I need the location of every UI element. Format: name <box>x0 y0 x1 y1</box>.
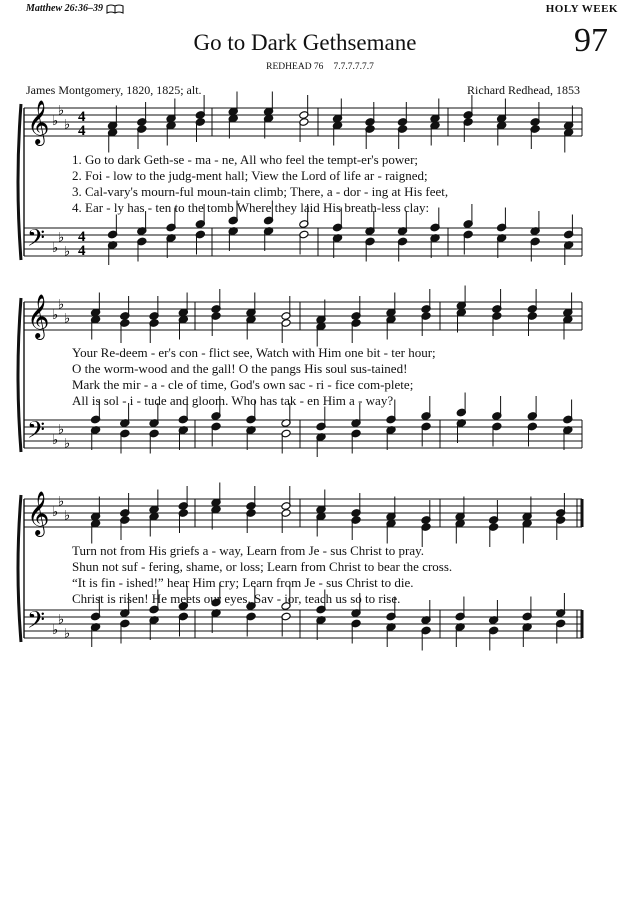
flat-sign: ♭ <box>58 494 65 510</box>
lyric-line: Christ is risen! He meets our eyes. Sav - ior, teach us so to rise. <box>72 591 401 606</box>
flat-sign: ♭ <box>52 623 59 638</box>
lyric-line: 2. Foi - low to the judg-ment hall; View the Lord of life ar - raigned; <box>72 168 428 183</box>
flat-sign: ♭ <box>58 612 65 628</box>
flat-sign: ♭ <box>64 117 71 133</box>
flat-sign: ♭ <box>52 308 59 323</box>
flat-sign: ♭ <box>64 508 71 524</box>
flat-sign: ♭ <box>64 244 71 260</box>
lyric-line: Shun not suf - fering, shame, or loss; Learn from Christ to bear the cross. <box>72 559 453 574</box>
system-brace <box>18 104 21 260</box>
lyric-line: Your Re-deem - er's con - flict see, Watch with Him one bit - ter hour; <box>72 345 436 360</box>
flat-sign: ♭ <box>58 230 65 246</box>
bass-clef: 𝄢 <box>27 416 46 449</box>
lyric-line: O the worm-wood and the gall! O the pangs His soul sus-tained! <box>72 361 408 376</box>
flat-sign: ♭ <box>52 505 59 520</box>
flat-sign: ♭ <box>58 297 65 313</box>
tune-name: REDHEAD 76 <box>266 62 324 72</box>
flat-sign: ♭ <box>58 422 65 438</box>
flat-sign: ♭ <box>52 241 59 256</box>
lyric-line: Mark the mir - a - cle of time, God's own sac - ri - fice com-plete; <box>72 377 414 392</box>
flat-sign: ♭ <box>64 436 71 452</box>
hymn-title: Go to Dark Gethsemane <box>193 30 417 55</box>
lyric-line: “It is fin - ished!” hear Him cry; Learn from Je - sus Christ to die. <box>72 575 414 590</box>
lyric-line: Turn not from His griefs a - way, Learn from Je - sus Christ to pray. <box>72 543 425 558</box>
system-brace <box>18 495 21 642</box>
scripture-reference: Matthew 26:36–39 <box>26 3 124 14</box>
time-signature: 4 <box>78 109 86 125</box>
lyric-line: 4. Ear - ly has - ten to the tomb Where they laid His breath-less clay: <box>72 200 430 215</box>
flat-sign: ♭ <box>64 626 71 642</box>
time-signature: 4 <box>78 229 86 245</box>
music-composer: Richard Redhead, 1853 <box>467 83 580 97</box>
flat-sign: ♭ <box>52 433 59 448</box>
lyric-line: 1. Go to dark Geth-se - ma - ne, All who feel the tempt-er's power; <box>72 152 419 167</box>
text-author: James Montgomery, 1820, 1825; alt. <box>26 83 202 97</box>
treble-clef: 𝄞 <box>27 100 50 144</box>
lyric-line: All is sol - i - tude and gloom. Who has tak - en Him a - way? <box>72 393 394 408</box>
treble-clef: 𝄞 <box>27 294 50 338</box>
lyric-line: 3. Cal-vary's mourn-ful moun-tain climb; There, a - dor - ing at His feet, <box>72 184 449 199</box>
flat-sign: ♭ <box>52 114 59 129</box>
meter: 7.7.7.7.7.7 <box>333 62 374 72</box>
bass-clef: 𝄢 <box>27 606 46 639</box>
hymn-number: 97 <box>574 22 608 59</box>
flat-sign: ♭ <box>64 311 71 327</box>
bass-clef: 𝄢 <box>27 224 46 257</box>
section-label: HOLY WEEK <box>545 3 618 15</box>
flat-sign: ♭ <box>58 103 65 119</box>
system-brace <box>18 298 21 452</box>
time-signature: 4 <box>78 123 86 139</box>
treble-clef: 𝄞 <box>27 491 50 535</box>
time-signature: 4 <box>78 243 86 259</box>
